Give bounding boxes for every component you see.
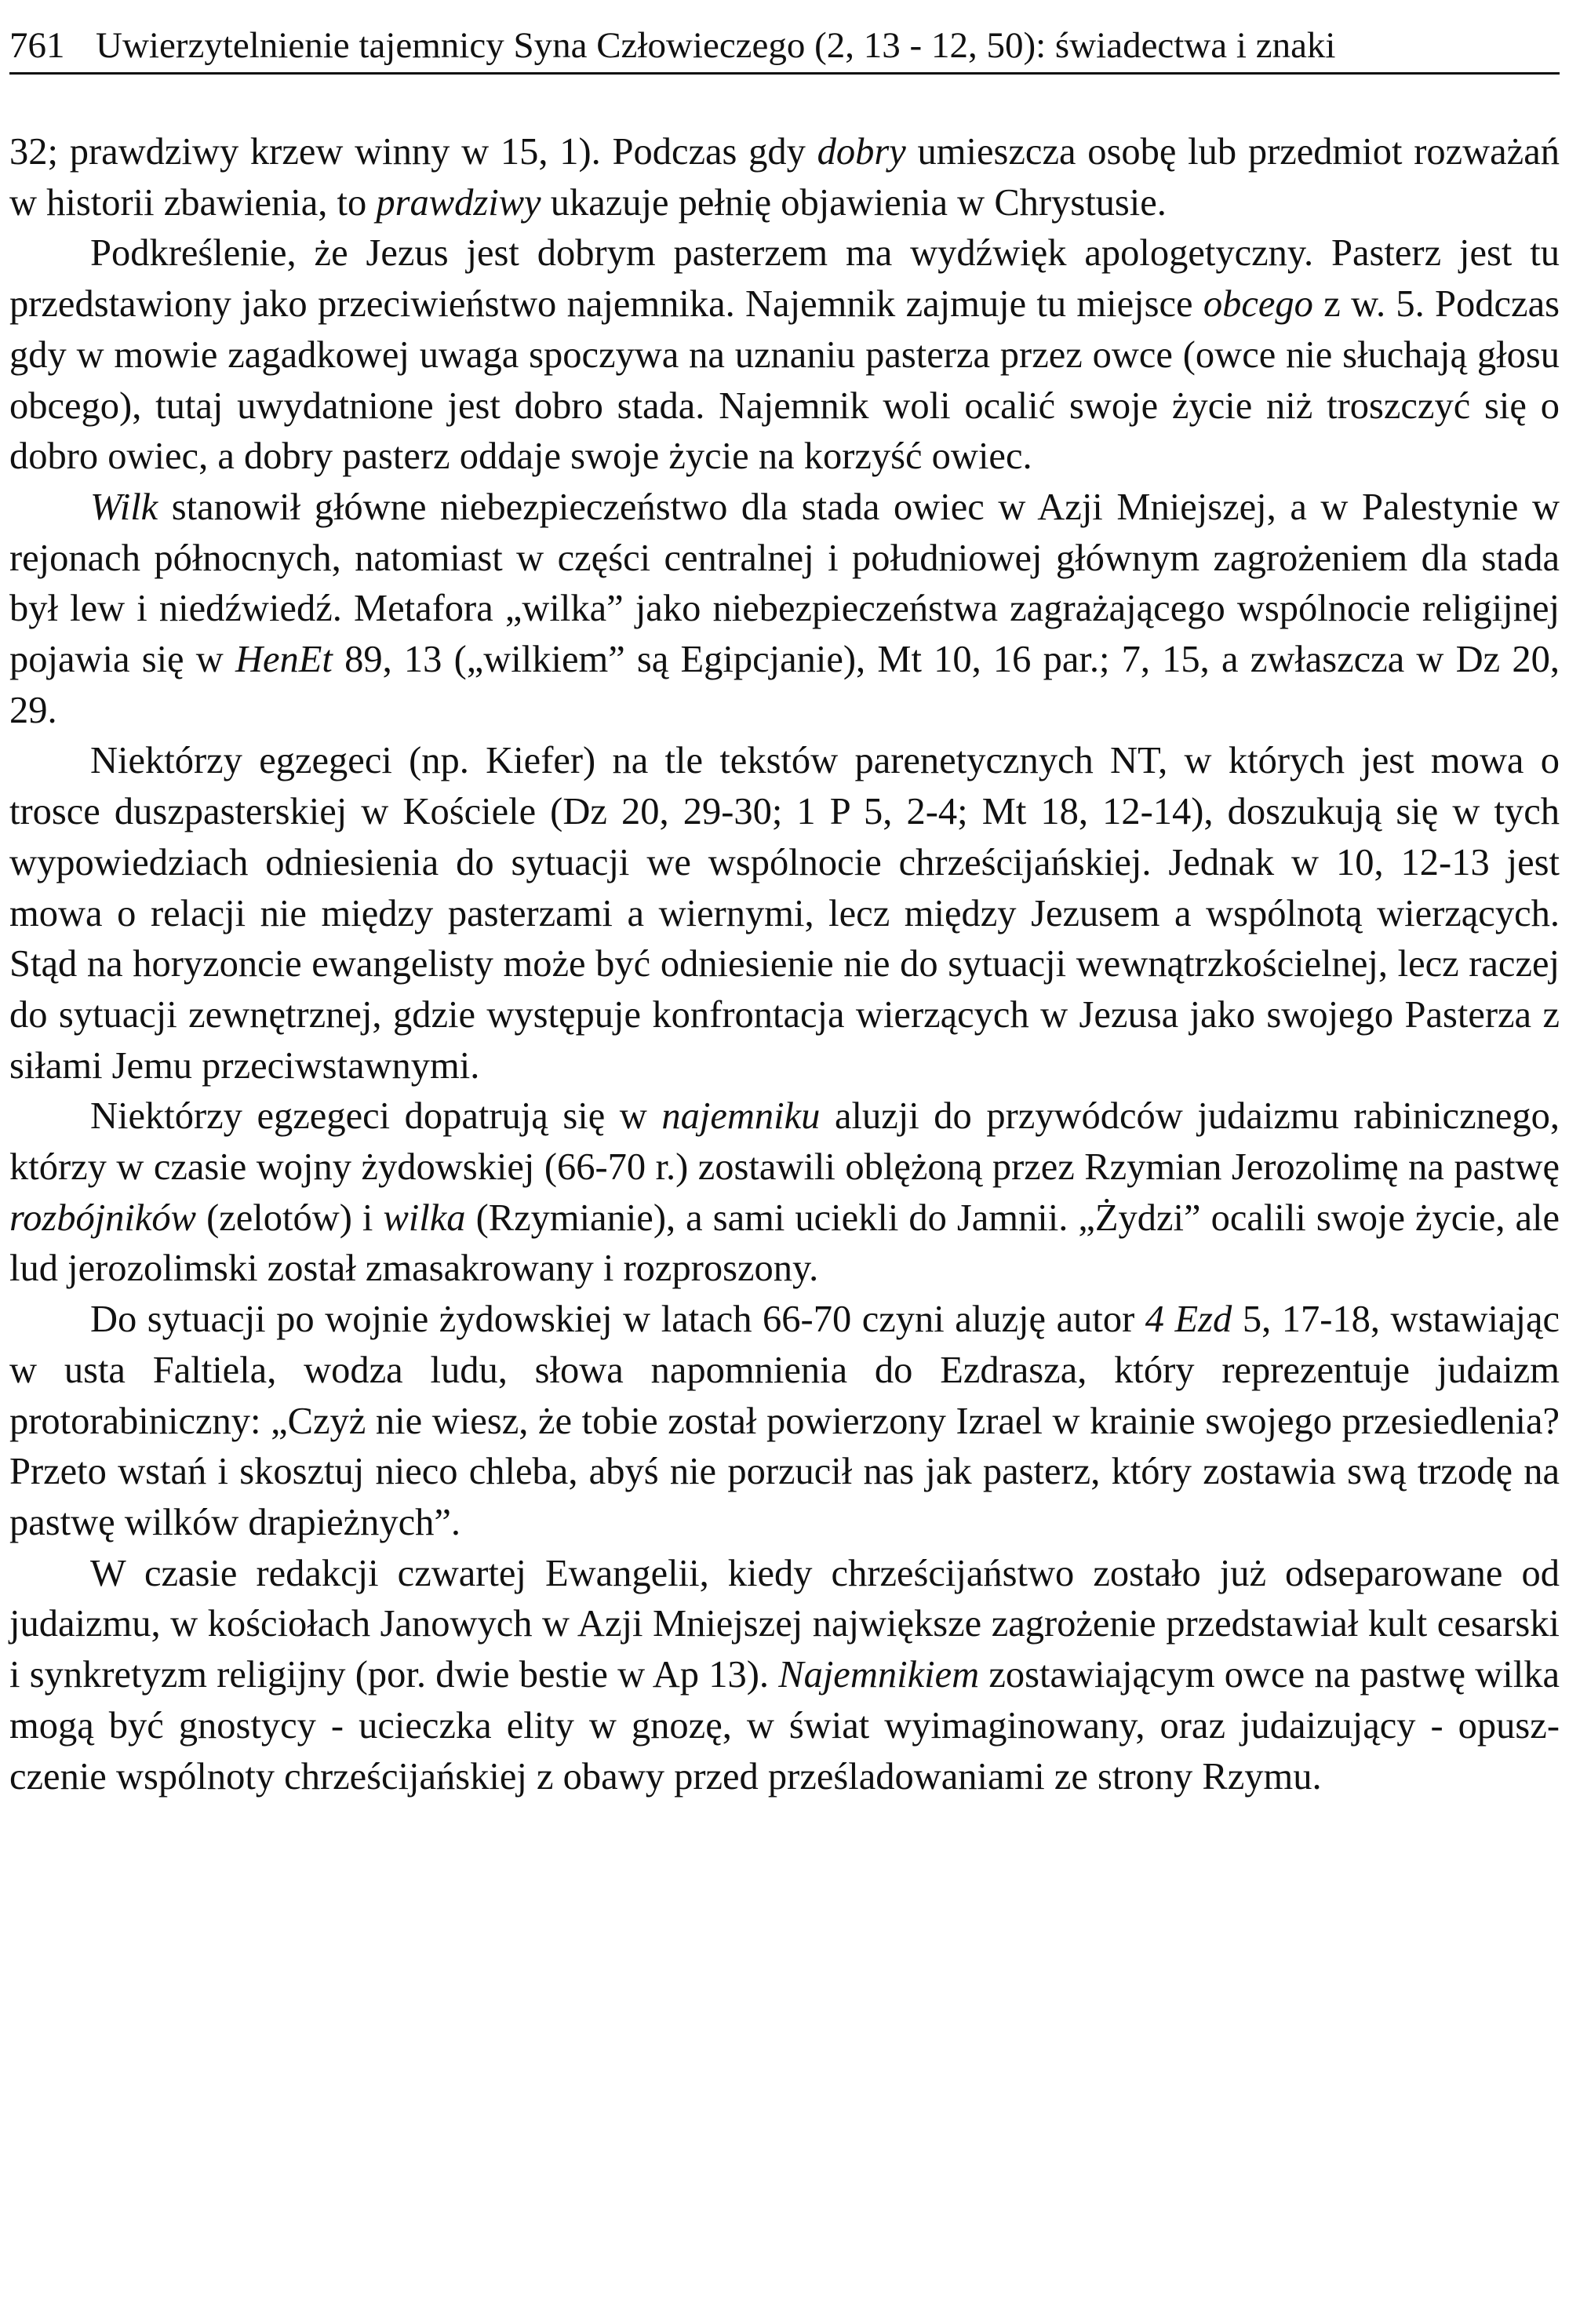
paragraph [9,736,1560,1091]
italic-term: HenEt [235,639,333,681]
text-run: Niektórzy egzegeci (np. Kiefer) na tle tekstów parenetycznych NT, w których jest mowa o trosce duszpasterskiej w Kościele (Dz 20, 29-30; 1 P 5, 2-4; Mt 18, 12-14), doszukują się w tych wypowiedziach odniesienia do sytuacji we wspólnocie chrześcijańskiej. Jednak w 10, 12-13 jest mowa o relacji nie między pasterzami a wiernymi, lecz między Jezusem a wspólnotą wierzących. Stąd na horyzoncie ewangelisty może być odniesienie nie do sytuacji wewnątrzkościelnej, lecz raczej do sytuacji zewnętrznej, gdzie występuje konfrontacja wierzących w Jezusa jako swojego Pasterza z siłami Jemu przeciwstawnymi. [9,740,1560,1087]
italic-term: Wilk [90,486,158,528]
text-run: aluzji do przywódców judaizmu rabinicznego, którzy w czasie wojny żydowskiej (66-70 r.) zostawili oblężoną przez Rzymian Jerozolimę na pastwę [9,1095,1560,1189]
paragraph [9,1549,1560,1803]
paragraph [9,483,1560,737]
text-run: umieszcza osobę lub przedmiot rozważań w historii zbawienia, to [9,131,1560,224]
italic-term: rozbójników [9,1197,197,1239]
text-run: Podkreślenie, że Jezus jest dobrym pasterzem ma wydźwięk apologetyczny. Pasterz jest tu przedstawiony jako przeciwieństwo najemnika. Najemnik zajmuje tu miejsce [9,232,1560,326]
text-run: W czasie redakcji czwartej Ewangelii, kiedy chrześcijaństwo zostało już odseparowane od judaizmu, w kościołach Janowych w Azji Mniejszej największe zagrożenie przedstawiał kult cesarski i synkretyzm religijny (por. dwie bestie w Ap 13). [9,1552,1560,1696]
italic-term: najemniku [661,1095,821,1138]
paragraph [9,1295,1560,1549]
paragraph [9,127,1560,228]
running-title: Uwierzytelnienie tajemnicy Syna Człowieczego (2, 13 - 12, 50): świadectwa i znaki [96,25,1336,66]
running-header [9,17,1560,75]
paragraph [9,228,1560,483]
text-run: 32; prawdziwy krzew winny w 15, 1). Podczas gdy [9,131,817,173]
italic-term: wilka [383,1197,466,1239]
text-run: (Rzymianie), a sami uciekli do Jamnii. „Żydzi” ocalili swoje życie, ale lud jerozolimski został zmasakrowany i rozproszony. [9,1197,1560,1290]
page-number: 761 [9,25,65,66]
text-run: Do sytuacji po wojnie żydowskiej w latach 66-70 czyni aluzję autor [90,1299,1145,1341]
italic-term: Najemnikiem [778,1654,980,1696]
paragraph [9,1091,1560,1295]
italic-term: prawdziwy [376,181,541,224]
text-run: (zelotów) i [196,1197,384,1239]
text-run: stanowił główne niebezpieczeństwo dla stada owiec w Azji Mniejszej, a w Palestynie w rejonach północnych, natomiast w części centralnej i południowej głównym zagrożeniem dla stada był lew i niedźwiedź. Metafora „wilka” jako niebezpieczeństwa zagrażającego wspólnocie religijnej pojawia się w [9,486,1560,681]
text-run: z w. 5. Podczas gdy w mowie zagadkowej uwaga spoczywa na uznaniu pasterza przez owce (owce nie słuchają głosu obcego), tutaj uwydatnione jest dobro stada. Najemnik woli ocalić swoje życie niż troszczyć się o dobro owiec, a dobry pasterz oddaje swoje życie na korzyść owiec. [9,283,1560,478]
text-run: ukazuje pełnię objawienia w Chrystusie. [541,181,1167,224]
italic-term: obcego [1203,283,1313,326]
italic-term: dobry [817,131,906,173]
text-run: zostawiającym owce na pastwę wilka mogą być gnostycy - ucieczka elity w gnozę, w świat wyimaginowany, oraz judaizujący - opuszczenie wspólnoty chrześcijańskiej z obawy przed prześladowaniami ze strony Rzymu. [9,1654,1560,1798]
text-run: Niektórzy egzegeci dopatrują się w [90,1095,662,1138]
italic-term: 4 Ezd [1145,1299,1232,1341]
text-run: 5, 17-18, wstawiając w usta Faltiela, wodza ludu, słowa napomnienia do Ezdrasza, który reprezentuje judaizm protorabiniczny: „Czyż nie wiesz, że tobie został powierzony Izrael w krainie swojego przesiedlenia? Przeto wstań i skosztuj nieco chleba, abyś nie porzucił nas jak pasterz, który zostawia swą trzodę na pastwę wilków drapieżnych”. [9,1299,1560,1543]
body-text [9,127,1560,1802]
text-run: 89, 13 („wilkiem” są Egipcjanie), Mt 10, 16 par.; 7, 15, a zwłaszcza w Dz 20, 29. [9,639,1560,731]
